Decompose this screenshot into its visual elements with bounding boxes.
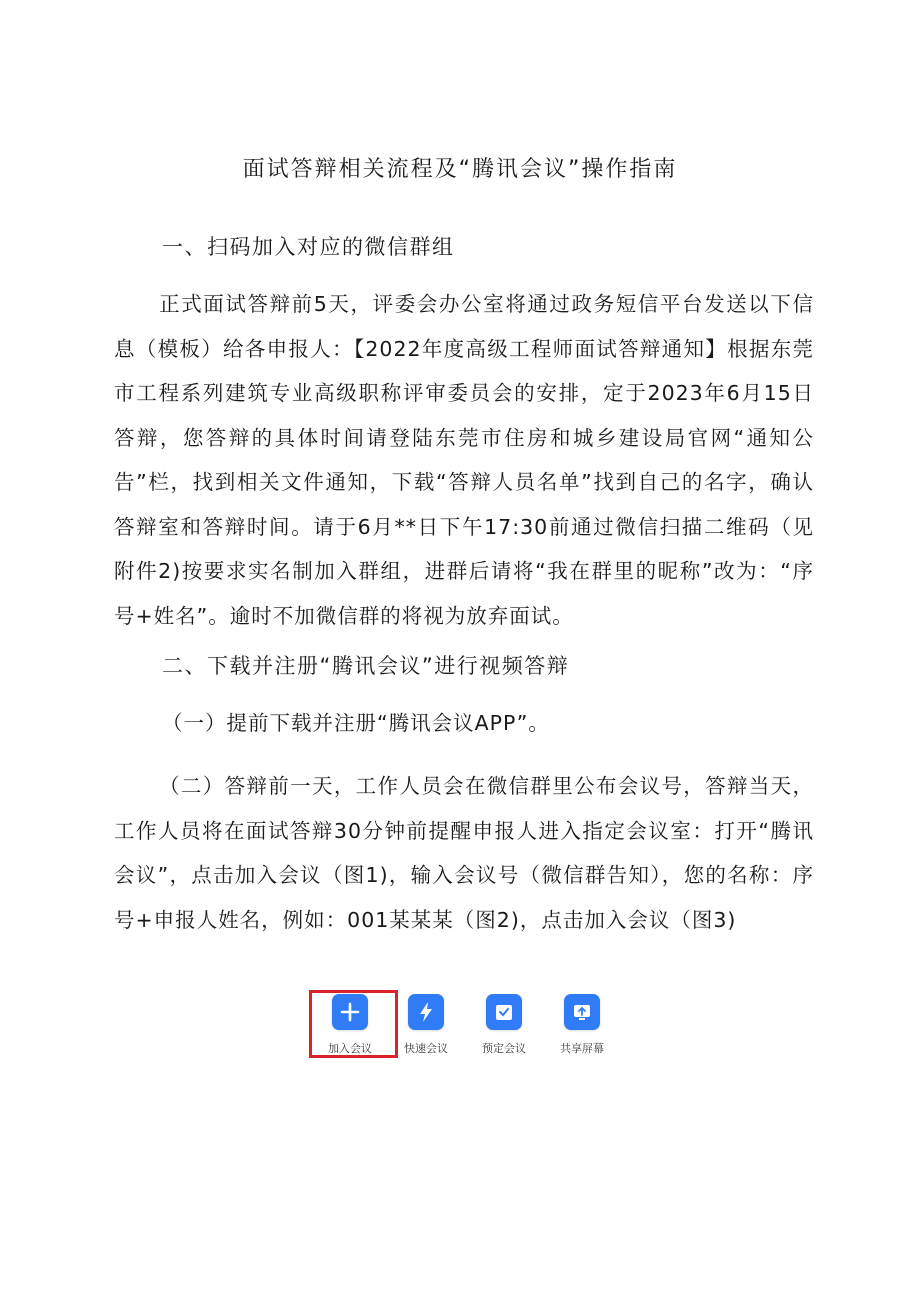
join-meeting-label: 加入会议: [328, 1042, 372, 1055]
share-screen-icon: [564, 994, 600, 1030]
share-screen-button[interactable]: [543, 990, 619, 1060]
quick-meeting-button[interactable]: [387, 990, 463, 1060]
schedule-meeting-label: 预定会议: [482, 1042, 526, 1055]
section1-paragraph: 正式面试答辩前5天，评委会办公室将通过政务短信平台发送以下信息（模板）给各申报人：【2022年度高级工程师面试答辩通知】根据东莞市工程系列建筑专业高级职称评审委员会的安排，定于2023年6月15日答辩，您答辩的具体时间请登陆东莞市住房和城乡建设局官网“通知公告”栏，找到相关文件通知，下载“答辩人员名单”找到自己的名字，确认答辩室和答辩时间。请于6月**日下午17:30前通过微信扫描二维码（见附件2)按要求实名制加入群组，进群后请将“我在群里的昵称”改为：“序号+姓名”。逾时不加微信群的将视为放弃面试。: [114, 292, 814, 628]
share-screen-label: 共享屏幕: [560, 1042, 604, 1055]
join-meeting-highlight-box: [309, 990, 398, 1058]
schedule-meeting-button[interactable]: [465, 990, 541, 1060]
document-title: 面试答辩相关流程及“腾讯会议”操作指南: [242, 157, 678, 182]
section1-heading: 一、扫码加入对应的微信群组: [162, 235, 455, 259]
calendar-check-icon: [486, 994, 522, 1030]
quick-meeting-label: 快速会议: [404, 1042, 448, 1055]
section2-item1: （一）提前下载并注册“腾讯会议APP”。: [162, 711, 550, 735]
lightning-icon: [408, 994, 444, 1030]
section2-heading: 二、下载并注册“腾讯会议”进行视频答辩: [162, 654, 570, 678]
section2-item2: （二）答辩前一天，工作人员会在微信群里公布会议号，答辩当天，工作人员将在面试答辩30分钟前提醒申报人进入指定会议室：打开“腾讯会议”，点击加入会议（图1)，输入会议号（微信群告知），您的名称：序号+申报人姓名，例如：001某某某（图2)，点击加入会议（图3): [114, 774, 814, 932]
